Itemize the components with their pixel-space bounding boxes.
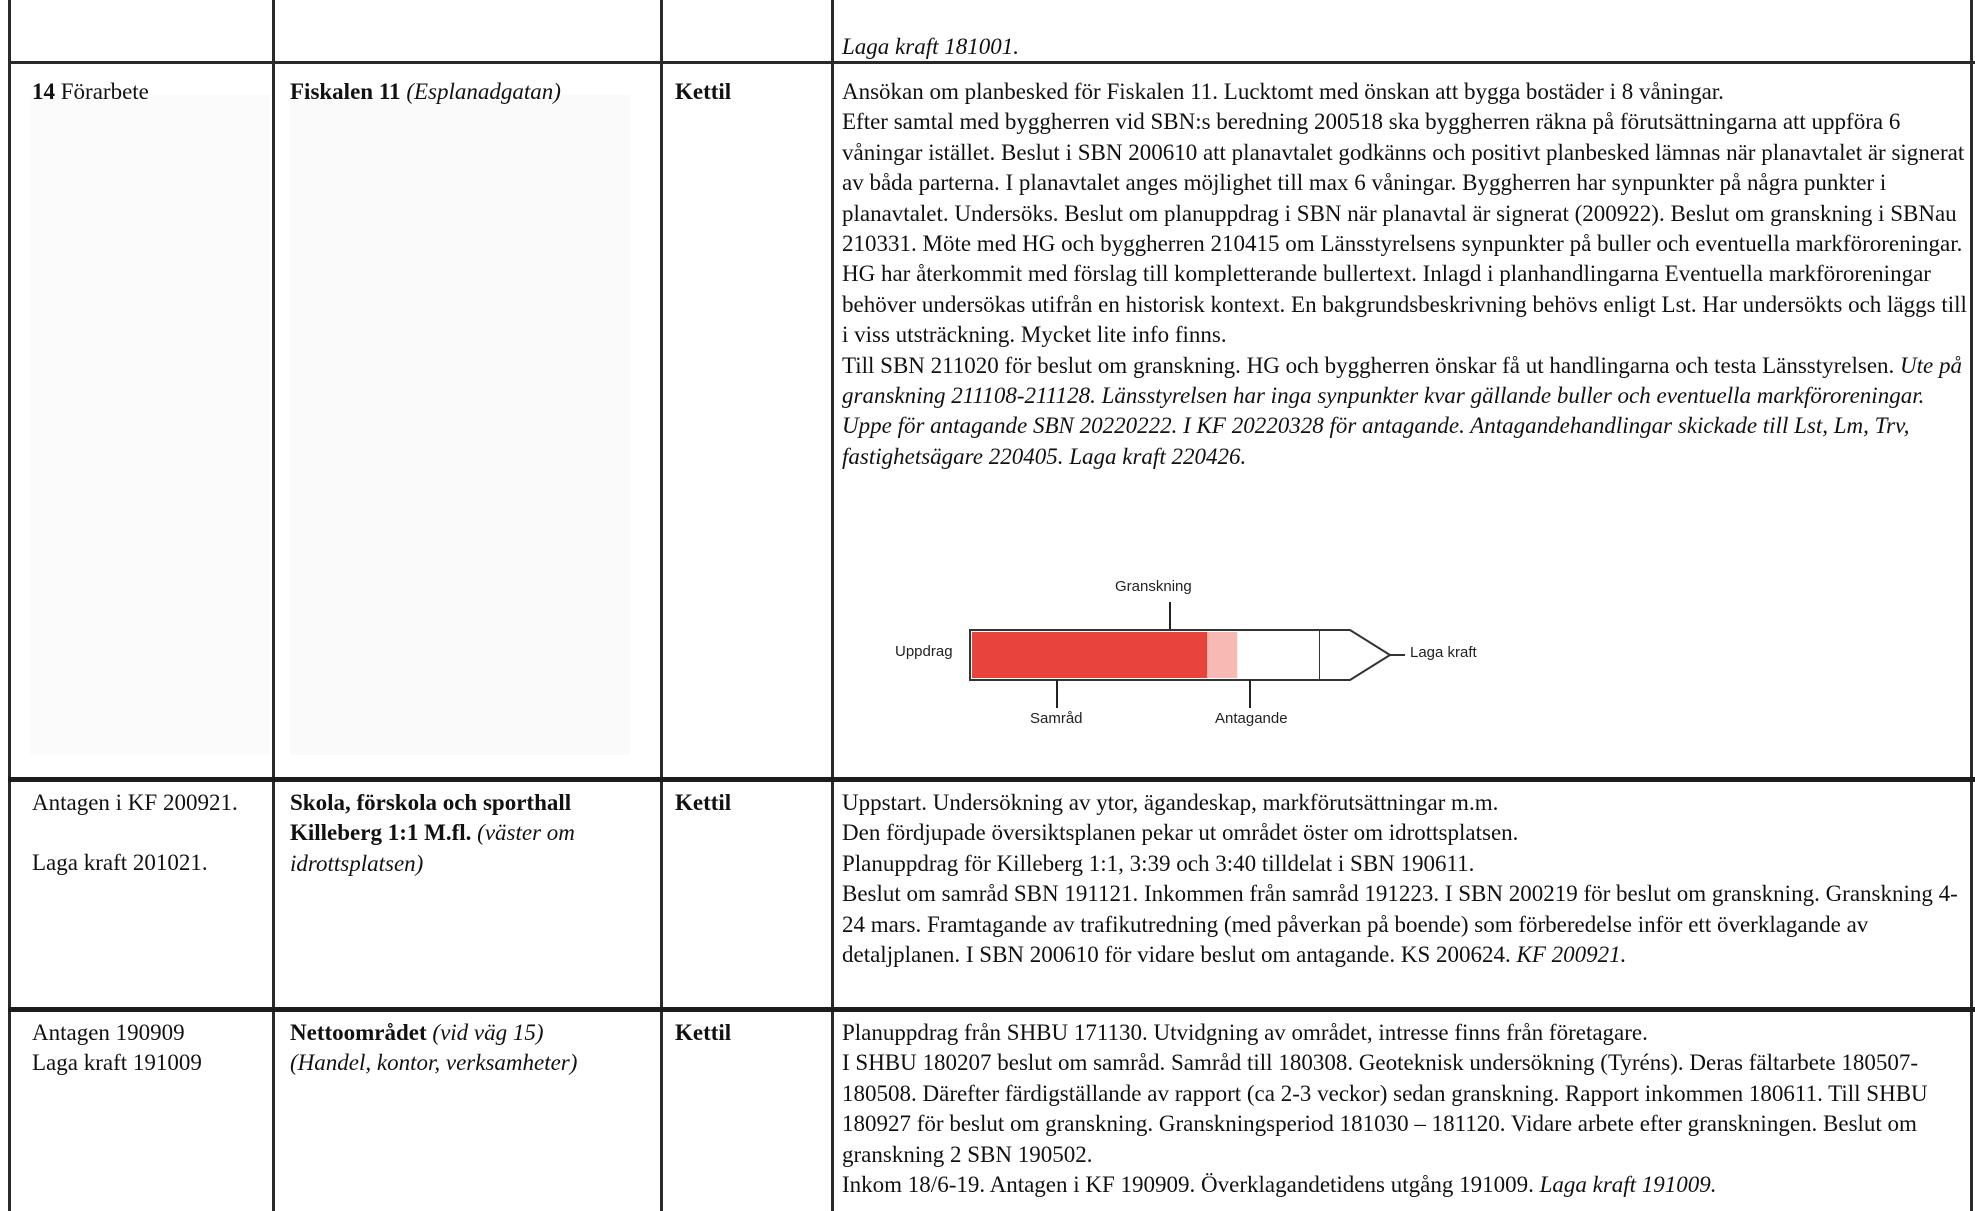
column-divider: [272, 0, 275, 1211]
handler-cell: [675, 77, 825, 107]
status-cell: [32, 77, 272, 107]
timeline-arrow-head: [1320, 630, 1390, 680]
timeline-label-granskning: Granskning: [1115, 578, 1192, 595]
handler-name: Kettil: [675, 790, 732, 815]
timeline-label-samrad: Samråd: [1030, 710, 1083, 727]
note-line-final: [842, 879, 1967, 970]
row-divider: [8, 1007, 1975, 1012]
note-line: I SHBU 180207 beslut om samråd. Samråd till 180308. Geoteknisk undersökning (Tyréns). Deras fältarbete 180507-180508. Därefter färdigställande av rapport (ca 2-3 veckor) sedan granskning. Rapport inkommen 180611. Till SHBU 180927 för beslut om granskning. Granskningsperiod 181030 – 181120. Vidare arbete efter granskningen. Beslut om granskning 2 SBN 190502.: [842, 1050, 1928, 1167]
status-text: Antagen 190909: [32, 1020, 185, 1045]
notes-cell: [842, 77, 1967, 472]
project-name: Nettoområdet: [290, 1020, 427, 1045]
project-name: Skola, förskola och sporthall Killeberg 1:1 M.fl.: [290, 790, 572, 846]
status-text: Laga kraft 191009: [32, 1050, 202, 1076]
note-italic: Laga kraft 191009.: [1539, 1172, 1717, 1198]
project-location: (väster om idrottsplatsen): [290, 820, 575, 876]
handler-name: Kettil: [675, 1020, 732, 1045]
note-italic: Ute på granskning 211108-211128. Länsstyrelsen har inga synpunkter kvar gällande buller och eventuella markföroreningar. Uppe för antagande SBN 20220222. I KF 20220328 för antagande. Antagandehandlingar skickade till Lst, Lm, Trv, fastighetsägare 220405. Laga kraft 220426.: [842, 352, 1963, 469]
note-line: Den fördjupade översiktsplanen pekar ut området öster om idrottsplatsen.: [842, 820, 1519, 846]
column-divider: [660, 0, 663, 1211]
plan-process-timeline: [885, 570, 1505, 740]
note-plain: Beslut om samråd SBN 191121. Inkommen från samråd 191223. I SBN 200219 för beslut om granskning. Granskning 4-24 mars. Framtagande av trafikutredning (med påverkan på boende) som förberedelse inför ett överklagande av detaljplanen. I SBN 200610 för vidare beslut om antagande. KS 200624.: [842, 881, 1958, 968]
note-line: Efter samtal med byggherren vid SBN:s beredning 200518 ska byggherren räkna på förutsättningarna att uppföra 6 våningar istället. Beslut i SBN 200610 att planavtalet godkänns och positivt planbesked lämnas när planavtalet är signerat av båda parterna. I planavtalet anges möjlighet till max 6 våningar. Byggherren har synpunkter på några punkter i planavtalet. Undersöks. Beslut om planuppdrag i SBN när planavtal är signerat (200922). Beslut om granskning i SBNau 210331. Möte med HG och byggherren 210415 om Länsstyrelsens synpunkter på buller och eventuella markföroreningar. HG har återkommit med förslag till kompletterande bullertext. Inlagd i planhandlingarna Eventuella markföroreningar behöver undersökas utifrån en historisk kontext. En bakgrundsbeskrivning behövs enligt Lst. Har undersökts och läggs till i viss utsträckning. Mycket lite info finns.: [842, 109, 1967, 348]
faded-area: [30, 95, 270, 755]
timeline-label-laga-kraft: Laga kraft: [1410, 644, 1477, 661]
notes-cell: [842, 788, 1967, 970]
project-name: Fiskalen 11: [290, 79, 401, 104]
project-cell: [290, 788, 660, 879]
timeline-progress-fade: [1207, 632, 1237, 678]
status-cell: [32, 1018, 272, 1079]
project-cell: [290, 77, 660, 107]
top-row-text: [842, 32, 1967, 62]
laga-kraft-text: Laga kraft 181001.: [842, 34, 1019, 59]
column-divider: [8, 0, 11, 1211]
timeline-label-uppdrag: Uppdrag: [895, 643, 953, 660]
project-location: (vid väg 15): [432, 1020, 544, 1045]
note-plain: Till SBN 211020 för beslut om granskning. HG och byggherren önskar få ut handlingarna och testa Länsstyrelsen.: [842, 352, 1895, 378]
note-line: Uppstart. Undersökning av ytor, ägandeskap, markförutsättningar m.m.: [842, 790, 1499, 815]
row-number: 14: [32, 79, 55, 104]
note-line-final: [842, 351, 1967, 473]
notes-cell: [842, 1018, 1967, 1200]
timeline-progress-fill: [972, 632, 1207, 678]
faded-area: [290, 95, 630, 755]
project-location: (Esplanadgatan): [406, 79, 561, 104]
status-text: Förarbete: [60, 79, 149, 104]
note-italic: KF 200921.: [1516, 942, 1627, 968]
timeline-label-antagande: Antagande: [1215, 710, 1288, 727]
status-cell: [32, 788, 272, 879]
note-line: Ansökan om planbesked för Fiskalen 11. Lucktomt med önskan att bygga bostäder i 8 våningar.: [842, 79, 1724, 104]
handler-cell: [675, 788, 825, 818]
column-divider: [831, 0, 834, 1211]
handler-name: Kettil: [675, 79, 732, 104]
handler-cell: [675, 1018, 825, 1048]
project-cell: [290, 1018, 660, 1079]
note-line: Planuppdrag för Killeberg 1:1, 3:39 och 3:40 tilldelat i SBN 190611.: [842, 850, 1475, 876]
status-text: Antagen i KF 200921.: [32, 790, 238, 815]
row-divider: [8, 777, 1975, 782]
note-line: Planuppdrag från SHBU 171130. Utvidgning av området, intresse finns från företagare.: [842, 1020, 1648, 1045]
column-divider: [1970, 0, 1973, 1211]
note-plain: Inkom 18/6-19. Antagen i KF 190909. Överklagandetidens utgång 191009.: [842, 1172, 1534, 1198]
note-line-final: [842, 1170, 1967, 1200]
project-type: (Handel, kontor, verksamheter): [290, 1050, 578, 1076]
status-text: Laga kraft 201021.: [32, 850, 208, 876]
